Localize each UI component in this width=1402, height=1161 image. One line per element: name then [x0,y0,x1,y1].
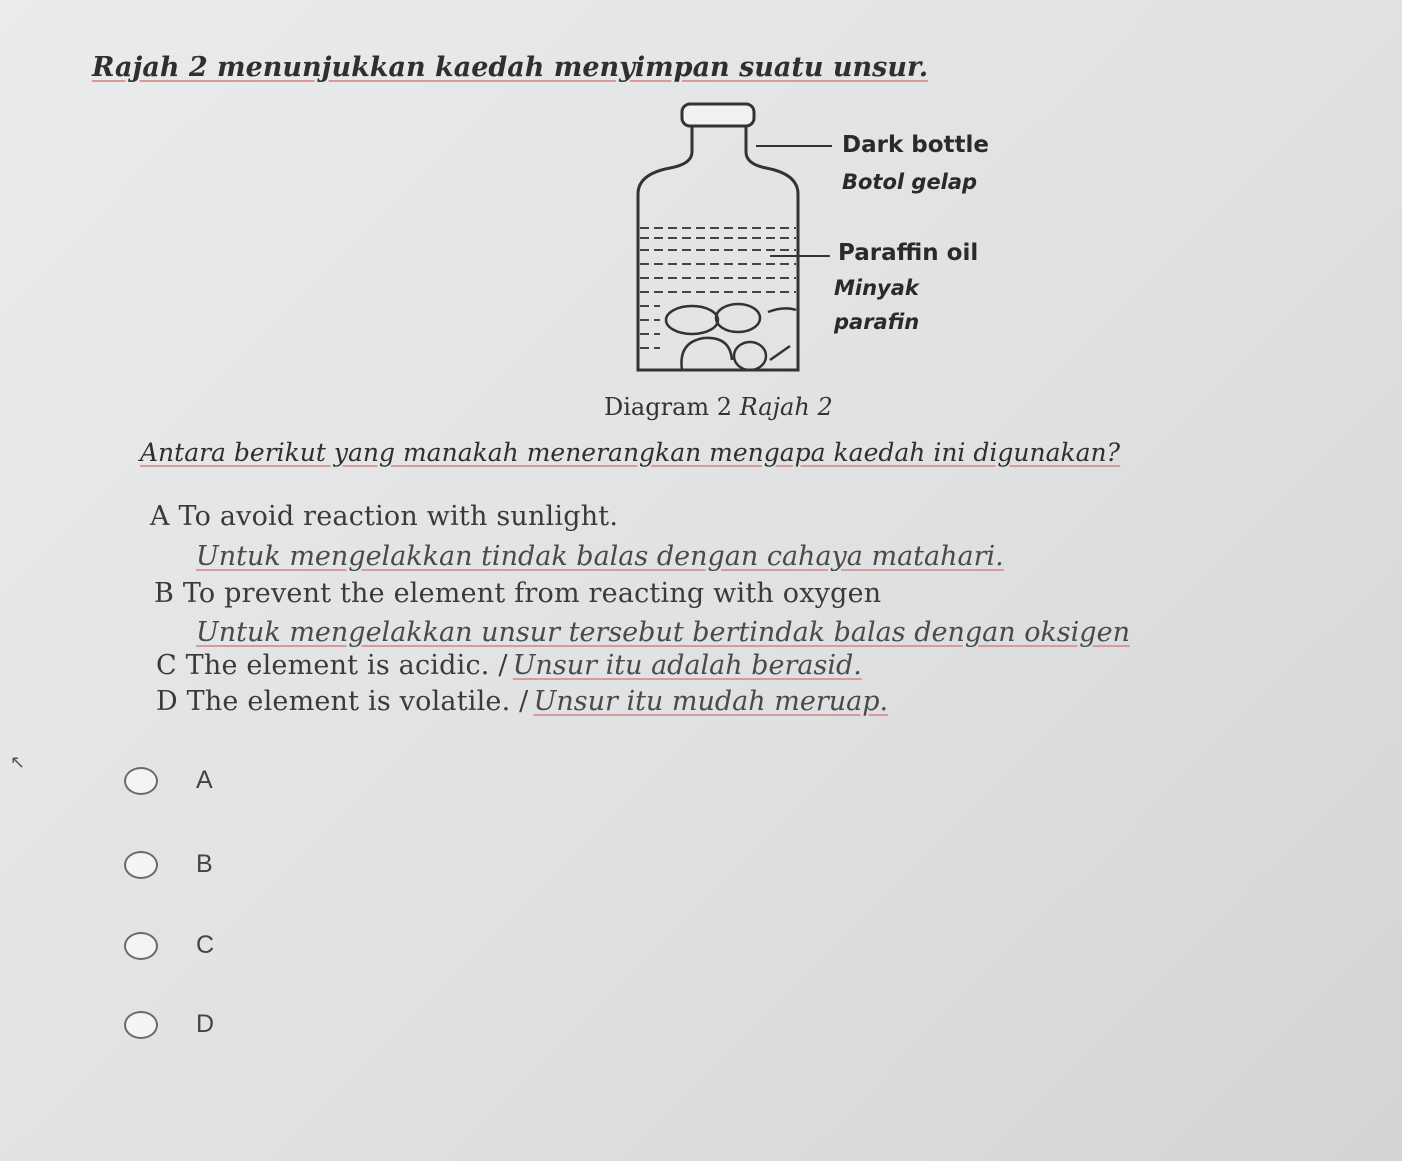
choice-a[interactable] [124,766,213,795]
caption-ms: Rajah 2 [739,393,833,421]
option-d-ms: Unsur itu mudah meruap. [533,686,889,717]
label-dark-bottle: Dark bottle [842,132,989,158]
caption-en: Diagram 2 [604,393,733,421]
choice-c-label[interactable]: C [196,931,215,959]
radio-circle-icon[interactable] [124,1011,158,1039]
choice-a-label[interactable]: A [196,766,213,794]
option-d-en: D The element is volatile. / [156,686,529,717]
choice-c[interactable] [124,931,214,960]
option-a-en: A To avoid reaction with sunlight. [150,501,619,532]
choice-b[interactable] [124,850,213,879]
option-b-ms: Untuk mengelakkan unsur tersebut bertindak balas dengan oksigen [196,617,1130,648]
option-c-ms: Unsur itu adalah berasid. [512,650,862,681]
option-d [156,686,888,717]
option-b-en: B To prevent the element from reacting with oxygen [154,578,882,609]
choice-d-label[interactable]: D [196,1010,215,1038]
choice-d[interactable] [124,1010,214,1039]
label-minyak: Minyak [834,276,919,300]
radio-circle-icon[interactable] [124,851,158,879]
radio-circle-icon[interactable] [124,767,158,795]
question-title: Rajah 2 menunjukkan kaedah menyimpan suatu unsur. [92,52,929,83]
diagram-caption [604,393,833,421]
choice-b-label[interactable]: B [196,850,213,878]
option-a-ms: Untuk mengelakkan tindak balas dengan cahaya matahari. [196,541,1004,572]
mouse-cursor-icon: ↖ [10,752,26,773]
question-text: Antara berikut yang manakah menerangkan mengapa kaedah ini digunakan? [140,438,1121,467]
label-parafin: parafin [834,310,920,334]
radio-circle-icon[interactable] [124,932,158,960]
bottle-diagram [600,98,1040,398]
label-botol-gelap: Botol gelap [842,170,978,194]
option-c-en: C The element is acidic. / [156,650,508,681]
option-c [156,650,862,681]
label-paraffin-oil: Paraffin oil [838,240,979,266]
